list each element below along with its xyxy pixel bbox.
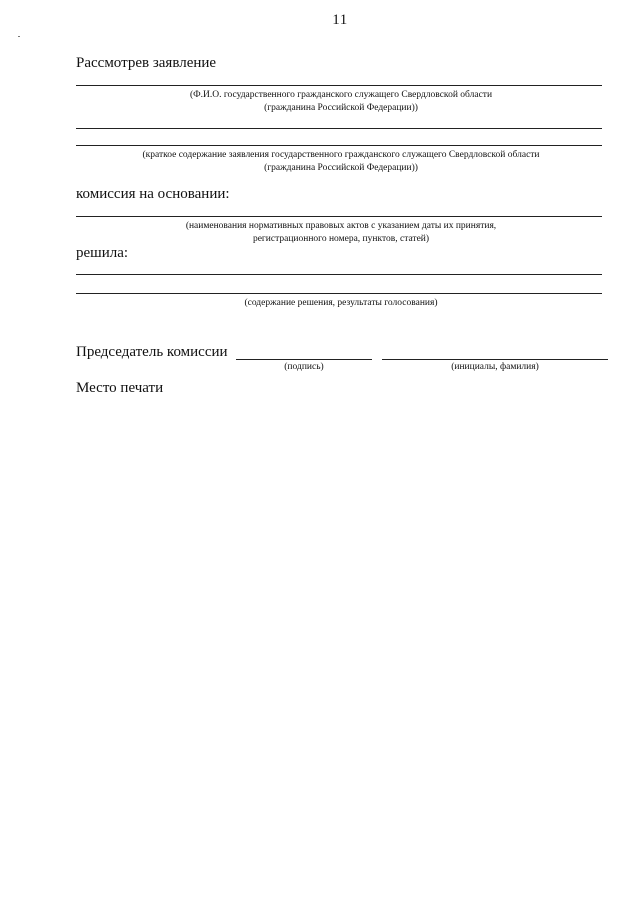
scan-mark	[18, 36, 20, 37]
name-line	[382, 359, 608, 360]
decision-line-2	[76, 293, 602, 294]
name-caption: (инициалы, фамилия)	[451, 362, 539, 372]
fio-caption	[76, 89, 606, 115]
summary-caption	[76, 149, 606, 175]
summary-caption-line-1: (краткое содержание заявления государственного гражданского служащего Свердловской области	[142, 150, 540, 160]
decision-line-1	[76, 274, 602, 275]
basis-caption-line-2: регистрационного номера, пунктов, статей)	[252, 234, 430, 244]
page-number: 11	[332, 12, 348, 28]
basis-caption-line-1: (наименования нормативных правовых актов с указанием даты их принятия,	[185, 221, 497, 231]
review-heading: Рассмотрев заявление	[76, 55, 217, 71]
signature-line	[236, 359, 372, 360]
summary-caption-line-2: (гражданина Российской Федерации))	[264, 163, 418, 173]
basis-heading: комиссия на основании:	[76, 186, 230, 202]
fio-caption-line-2: (гражданина Российской Федерации))	[264, 103, 418, 113]
basis-caption	[76, 220, 606, 246]
decision-heading: решила:	[76, 245, 129, 261]
chairman-label: Председатель комиссии	[76, 344, 228, 360]
basis-line	[76, 216, 602, 217]
summary-line-2	[76, 145, 602, 146]
fio-line	[76, 85, 602, 86]
signature-caption: (подпись)	[284, 362, 324, 372]
fio-caption-line-1: (Ф.И.О. государственного гражданского служащего Свердловской области	[189, 90, 493, 100]
summary-line-1	[76, 128, 602, 129]
decision-caption: (содержание решения, результаты голосования)	[244, 298, 438, 308]
seal-label: Место печати	[76, 380, 164, 396]
